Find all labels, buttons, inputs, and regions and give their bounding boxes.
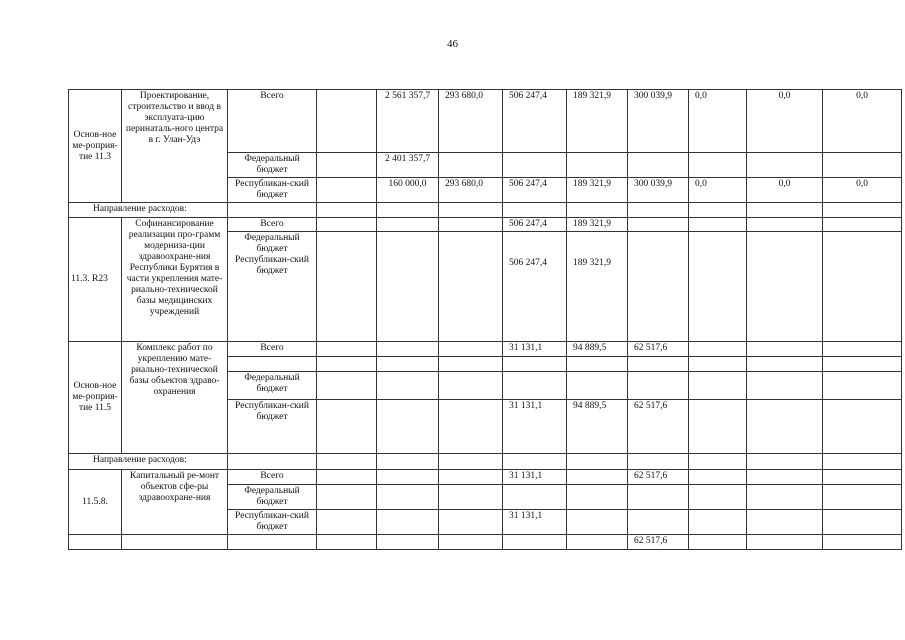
table-cell	[377, 510, 439, 535]
value-cell: 189 321,9	[567, 90, 628, 153]
source-label: Республикан-ский бюджет	[228, 510, 317, 535]
value-cell: 0,0	[689, 90, 747, 153]
value-cell: 506 247,4	[503, 232, 567, 342]
section-label: Направление расходов:	[69, 454, 228, 470]
table-cell	[689, 357, 747, 372]
table-row	[69, 203, 902, 218]
table-cell	[377, 232, 439, 342]
value-cell: 31 131,1	[503, 470, 567, 485]
table-cell	[689, 372, 747, 400]
table-cell	[377, 485, 439, 510]
table-cell	[377, 535, 439, 550]
table-cell	[747, 510, 823, 535]
budget-table	[68, 89, 902, 550]
table-row	[69, 90, 902, 153]
value-cell: 293 680,0	[439, 90, 503, 153]
table-cell	[628, 203, 689, 218]
table-cell	[503, 153, 567, 178]
value-cell: 0,0	[747, 178, 823, 203]
table-cell	[747, 535, 823, 550]
value-cell: 189 321,9	[567, 178, 628, 203]
table-cell	[823, 342, 902, 357]
table-cell	[439, 510, 503, 535]
table-cell	[317, 400, 377, 454]
source-label: Федеральный бюджет Республикан-ский бюджет	[228, 232, 317, 342]
table-cell	[317, 218, 377, 232]
value-cell: 0,0	[823, 90, 902, 153]
table-cell	[747, 218, 823, 232]
table-cell	[377, 454, 439, 470]
measure-code: Основ-ное ме-роприя-тие 11.5	[69, 342, 122, 454]
table-cell	[689, 510, 747, 535]
table-cell	[439, 153, 503, 178]
table-cell	[747, 203, 823, 218]
source-label: Республикан-ский бюджет	[228, 400, 317, 454]
table-cell	[747, 400, 823, 454]
table-cell	[503, 535, 567, 550]
table-cell	[689, 454, 747, 470]
table-cell	[439, 357, 503, 372]
table-cell	[823, 372, 902, 400]
table-cell	[567, 153, 628, 178]
table-cell	[439, 485, 503, 510]
table-cell	[317, 342, 377, 357]
table-row	[69, 535, 902, 550]
table-cell	[317, 510, 377, 535]
table-cell	[377, 400, 439, 454]
value-cell: 31 131,1	[503, 510, 567, 535]
value-cell: 160 000,0	[377, 178, 439, 203]
table-cell	[439, 400, 503, 454]
table-row	[69, 342, 902, 357]
table-cell	[377, 372, 439, 400]
source-label: Федеральный бюджет	[228, 485, 317, 510]
value-cell: 94 889,5	[567, 400, 628, 454]
table-cell	[503, 357, 567, 372]
table-cell	[567, 203, 628, 218]
source-label: Федеральный бюджет	[228, 372, 317, 400]
table-cell	[628, 510, 689, 535]
table-cell	[628, 232, 689, 342]
table-cell	[228, 454, 317, 470]
measure-code: 11.3. R23	[69, 218, 122, 342]
table-cell	[377, 470, 439, 485]
table-cell	[317, 485, 377, 510]
table-cell	[823, 400, 902, 454]
table-cell	[747, 153, 823, 178]
table-cell	[439, 342, 503, 357]
value-cell: 293 680,0	[439, 178, 503, 203]
table-cell	[439, 454, 503, 470]
source-label: Федеральный бюджет	[228, 153, 317, 178]
table-row	[69, 470, 902, 485]
value-cell: 62 517,6	[628, 535, 689, 550]
value-cell: 94 889,5	[567, 342, 628, 357]
table-cell	[439, 535, 503, 550]
table-cell	[122, 535, 228, 550]
value-cell: 189 321,9	[567, 218, 628, 232]
table-cell	[567, 454, 628, 470]
section-label: Направление расходов:	[69, 203, 228, 218]
value-cell: 300 039,9	[628, 178, 689, 203]
value-cell: 189 321,9	[567, 232, 628, 342]
table-cell	[823, 485, 902, 510]
table-cell	[317, 454, 377, 470]
value-cell: 506 247,4	[503, 90, 567, 153]
table-cell	[317, 90, 377, 153]
value-cell: 31 131,1	[503, 400, 567, 454]
value-cell: 506 247,4	[503, 178, 567, 203]
table-row	[69, 218, 902, 232]
table-cell	[823, 535, 902, 550]
table-cell	[689, 203, 747, 218]
table-cell	[689, 232, 747, 342]
table-cell	[567, 485, 628, 510]
table-cell	[628, 454, 689, 470]
table-cell	[317, 232, 377, 342]
table-cell	[69, 535, 122, 550]
table-cell	[503, 485, 567, 510]
table-cell	[503, 454, 567, 470]
measure-name: Проектирование, строительство и ввод в эксплуата-цию перинаталь-ного центра в г. Улан-Удэ	[122, 90, 228, 203]
value-cell: 31 131,1	[503, 342, 567, 357]
table-cell	[228, 535, 317, 550]
value-cell: 0,0	[747, 90, 823, 153]
table-cell	[567, 510, 628, 535]
measure-code: 11.5.8.	[69, 470, 122, 535]
table-cell	[317, 178, 377, 203]
source-label: Всего	[228, 90, 317, 153]
table-cell	[628, 153, 689, 178]
table-cell	[439, 470, 503, 485]
table-cell	[823, 218, 902, 232]
table-cell	[377, 203, 439, 218]
table-cell	[823, 153, 902, 178]
table-cell	[689, 342, 747, 357]
table-cell	[628, 357, 689, 372]
table-cell	[317, 372, 377, 400]
table-cell	[503, 372, 567, 400]
table-cell	[747, 372, 823, 400]
source-label: Республикан-ский бюджет	[228, 178, 317, 203]
table-row	[69, 454, 902, 470]
table-cell	[823, 510, 902, 535]
table-cell	[823, 203, 902, 218]
table-cell	[689, 153, 747, 178]
value-cell: 2 561 357,7	[377, 90, 439, 153]
value-cell: 2 401 357,7	[377, 153, 439, 178]
table-cell	[317, 535, 377, 550]
table-cell	[228, 357, 317, 372]
table-cell	[689, 470, 747, 485]
table-cell	[823, 454, 902, 470]
table-cell	[747, 342, 823, 357]
table-cell	[747, 232, 823, 342]
table-cell	[317, 203, 377, 218]
table-cell	[823, 232, 902, 342]
table-cell	[747, 485, 823, 510]
table-cell	[747, 454, 823, 470]
table-cell	[823, 357, 902, 372]
measure-name: Софинансирование реализации про-грамм модерниза-ции здравоохране-ния Республики Бурятия в части укрепления мате-риально-технической базы медицинских учреждений	[122, 218, 228, 342]
table-cell	[689, 400, 747, 454]
measure-name: Капитальный ре-монт объектов сфе-ры здравоохране-ния	[122, 470, 228, 535]
table-cell	[439, 203, 503, 218]
table-cell	[823, 470, 902, 485]
table-cell	[377, 218, 439, 232]
value-cell: 62 517,6	[628, 400, 689, 454]
measure-name: Комплекс работ по укреплению мате-риально-технической базы объектов здраво-охранения	[122, 342, 228, 454]
source-label: Всего	[228, 470, 317, 485]
value-cell: 0,0	[823, 178, 902, 203]
value-cell: 300 039,9	[628, 90, 689, 153]
table-cell	[439, 232, 503, 342]
value-cell: 0,0	[689, 178, 747, 203]
table-cell	[567, 372, 628, 400]
page-number: 46	[447, 38, 458, 50]
table-cell	[317, 357, 377, 372]
table-cell	[439, 372, 503, 400]
table-cell	[377, 357, 439, 372]
table-cell	[377, 342, 439, 357]
value-cell: 506 247,4	[503, 218, 567, 232]
table-cell	[689, 535, 747, 550]
table-cell	[689, 218, 747, 232]
table-cell	[503, 203, 567, 218]
source-label: Всего	[228, 218, 317, 232]
table-cell	[317, 153, 377, 178]
table-cell	[567, 357, 628, 372]
table-cell	[567, 535, 628, 550]
table-cell	[317, 470, 377, 485]
table-cell	[628, 485, 689, 510]
table-cell	[747, 357, 823, 372]
table-cell	[628, 372, 689, 400]
table-cell	[567, 470, 628, 485]
table-cell	[228, 203, 317, 218]
source-label: Всего	[228, 342, 317, 357]
value-cell: 62 517,6	[628, 342, 689, 357]
measure-code: Основ-ное ме-роприя-тие 11.3	[69, 90, 122, 203]
table-cell	[628, 218, 689, 232]
value-cell: 62 517,6	[628, 470, 689, 485]
table-cell	[747, 470, 823, 485]
table-cell	[439, 218, 503, 232]
table-cell	[689, 485, 747, 510]
